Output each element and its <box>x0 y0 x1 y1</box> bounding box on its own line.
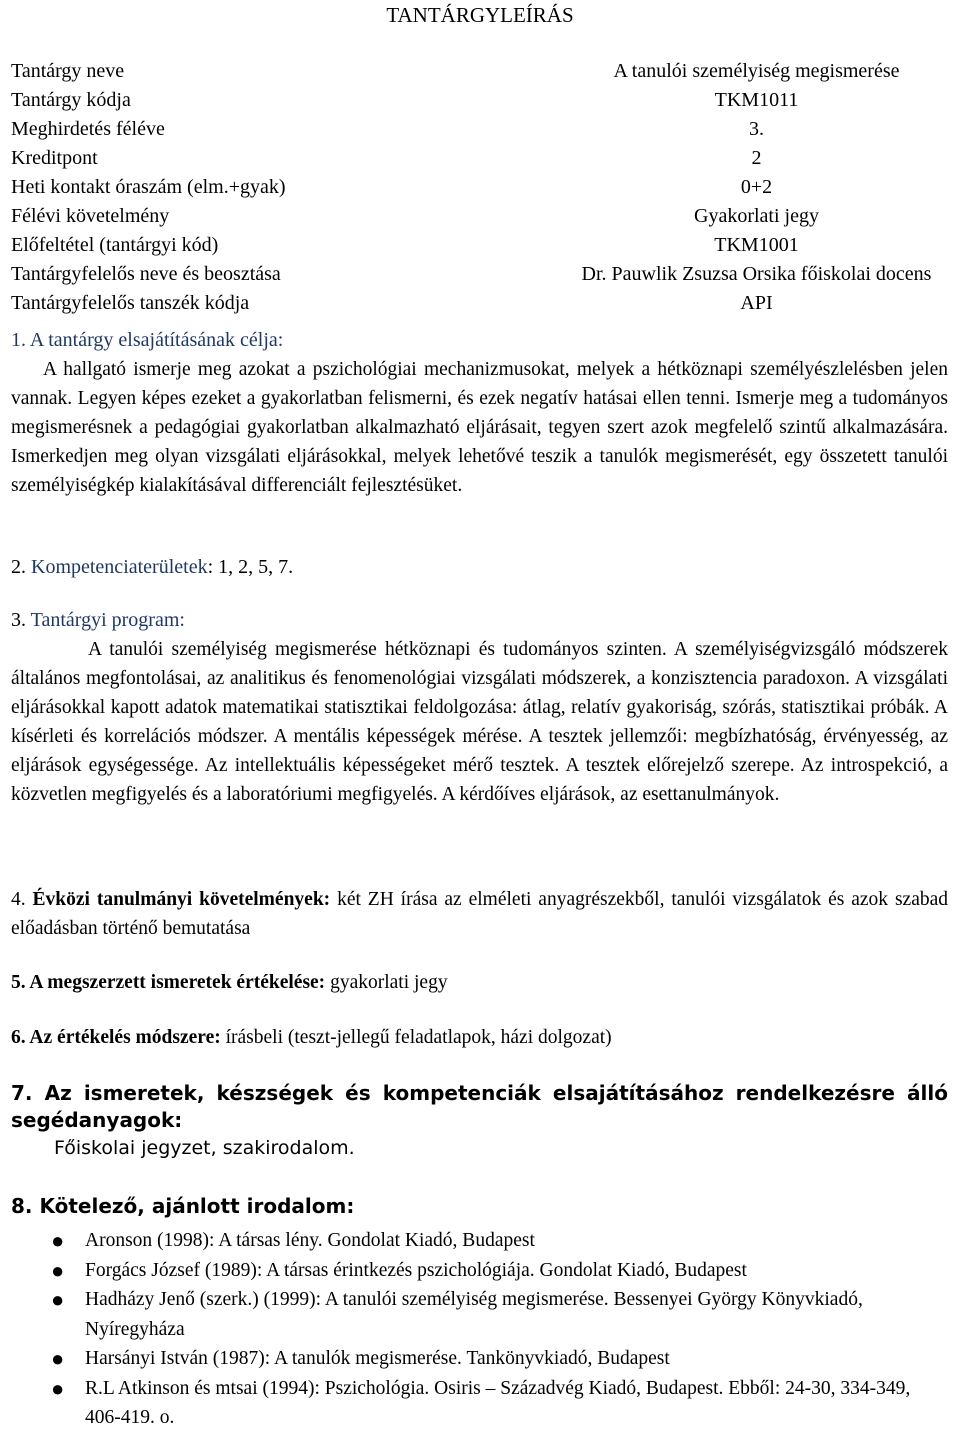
section-method-heading: 6. Az értékelés módszere: <box>11 1027 221 1048</box>
section-materials-heading: 7. Az ismeretek, készségek és kompetenciák elsajátításához rendelkezésre álló segédanyagok: <box>11 1081 948 1132</box>
literature-item <box>11 1374 948 1433</box>
meta-label: Tantárgyfelelős neve és beosztása <box>11 263 281 285</box>
meta-label: Tantárgy kódja <box>11 89 131 111</box>
meta-value: Gyakorlati jegy <box>694 205 819 227</box>
meta-label: Heti kontakt óraszám (elm.+gyak) <box>11 176 286 198</box>
section-evaluation-text: gyakorlati jegy <box>325 972 448 993</box>
section-program-text: A tanulói személyiség megismerése hétköznapi és tudományos szinten. A személyiségvizsgáló módszerek általános megfontolásai, az analitikus és fenomenológiai vizsgálati módszerek, a konzisztencia paradoxon. A vizsgálati eljárásokkal kapott adatok matematikai statisztikai feldolgozása: átlag, relatív gyakoriság, szórás, statisztikai próbák. A kísérleti és korrelációs módszer. A mentális képességek mérése. A tesztek jellemzői: megbízhatóság, érvényesség, az eljárások egységessége. Az intellektuális képességeket mérő tesztek. A tesztek előrejelző szerepe. Az introspekció, a közvetlen megfigyelés és a laboratóriumi megfigyelés. A kérdőíves eljárások, az esettanulmányok. <box>11 639 948 805</box>
meta-label: Előfeltétel (tantárgyi kód) <box>11 234 219 256</box>
section-materials-text: Főiskolai jegyzet, szakirodalom. <box>54 1137 355 1159</box>
bullet-icon: ● <box>51 1287 65 1312</box>
document-title: TANTÁRGYLEÍRÁS <box>386 3 574 27</box>
meta-value: API <box>740 292 773 314</box>
section-program-heading: 3. Tantárgyi program: <box>11 609 185 631</box>
section-evaluation-heading: 5. A megszerzett ismeretek értékelése: <box>11 972 326 993</box>
meta-row <box>8 144 952 173</box>
literature-item-text: Hadházy Jenő (szerk.) (1999): A tanulói személyiség megismerése. Bessenyei György Könyvkiadó, Nyíregyháza <box>85 1289 863 1340</box>
section-method <box>11 1023 948 1052</box>
meta-label: Kreditpont <box>11 147 98 169</box>
bullet-icon: ● <box>51 1228 65 1253</box>
meta-row <box>8 202 952 231</box>
section-competence: 2. Kompetenciaterületek: 1, 2, 5, 7. <box>11 556 294 578</box>
literature-item-text: R.L Atkinson és mtsai (1994): Pszichológia. Osiris – Századvég Kiadó, Budapest. Ebből: 24-30, 334-349, 406-419. o. <box>85 1377 911 1428</box>
literature-item-text: Forgács József (1989): A társas érintkezés pszichológiája. Gondolat Kiadó, Budapest <box>85 1259 747 1281</box>
section-evaluation <box>11 968 948 997</box>
meta-value: 3. <box>749 118 764 140</box>
section-literature-heading: 8. Kötelező, ajánlott irodalom: <box>11 1194 355 1218</box>
meta-value: 2 <box>751 147 762 169</box>
section-goal <box>11 326 948 500</box>
meta-value: A tanulói személyiség megismerése <box>613 60 900 82</box>
section-competence-heading: Kompetenciaterületek <box>31 556 208 578</box>
literature-item <box>11 1285 948 1344</box>
literature-item-text: Harsányi István (1987): A tanulók megismerése. Tankönyvkiadó, Budapest <box>85 1348 670 1369</box>
meta-value: Dr. Pauwlik Zsuzsa Orsika főiskolai docens <box>581 263 932 285</box>
meta-row <box>8 231 952 260</box>
section-requirements-text: két ZH írása az elméleti anyagrészekből, tanulói vizsgálatok és azok szabad előadásban történő bemutatása <box>11 889 949 939</box>
literature-item-text: Aronson (1998): A társas lény. Gondolat Kiadó, Budapest <box>85 1230 535 1251</box>
meta-value: TKM1001 <box>714 234 799 256</box>
literature-item <box>11 1344 948 1374</box>
meta-row <box>8 173 952 202</box>
section-materials <box>11 1080 948 1162</box>
section-goal-heading: 1. A tantárgy elsajátításának célja: <box>11 329 284 351</box>
section-requirements: 4. Évközi tanulmányi követelmények: két ZH írása az elméleti anyagrészekből, tanulói vizsgálatok és azok szabad előadásban történő bemutatása <box>11 889 949 939</box>
bullet-icon: ● <box>51 1257 65 1283</box>
section-literature <box>11 1193 948 1433</box>
meta-label: Tantárgy neve <box>11 60 125 82</box>
meta-row <box>8 289 952 318</box>
meta-row <box>8 115 952 144</box>
bullet-icon: ● <box>51 1375 65 1401</box>
section-requirements-heading: Évközi tanulmányi követelmények: <box>32 889 331 910</box>
section-goal-text: A hallgató ismerje meg azokat a pszichológiai mechanizmusokat, melyek a hétköznapi személyészlelésben jelen vannak. Legyen képes ezeket a gyakorlatban felismerni, és ezek negatív hatásai ellen tenni. Ismerje meg a tudományos megismerésnek a pedagógiai gyakorlatban alkalmazható eljárásait, tegyen szert azok megfelelő szintű alkalmazására. Ismerkedjen meg olyan vizsgálati eljárásokkal, melyek lehetővé teszik a tanulók megismerését, egy összetett tanulói személyiségkép kialakításával differenciált fejlesztésüket. <box>11 359 948 496</box>
meta-value: TKM1011 <box>714 89 799 111</box>
section-method-text: írásbeli (teszt-jellegű feladatlapok, házi dolgozat) <box>220 1027 612 1048</box>
meta-row <box>8 57 952 86</box>
meta-label: Meghirdetés féléve <box>11 118 165 140</box>
literature-list <box>11 1226 948 1433</box>
literature-item <box>11 1226 948 1256</box>
section-competence-text: : 1, 2, 5, 7. <box>207 556 294 578</box>
meta-row <box>8 260 952 289</box>
bullet-icon: ● <box>51 1346 65 1371</box>
meta-value: 0+2 <box>740 176 773 198</box>
literature-item <box>11 1256 948 1286</box>
section-program <box>11 606 948 809</box>
course-meta-table <box>8 57 952 318</box>
meta-label: Tantárgyfelelős tanszék kódja <box>11 292 250 314</box>
meta-row <box>8 86 952 115</box>
meta-label: Félévi követelmény <box>11 205 170 227</box>
